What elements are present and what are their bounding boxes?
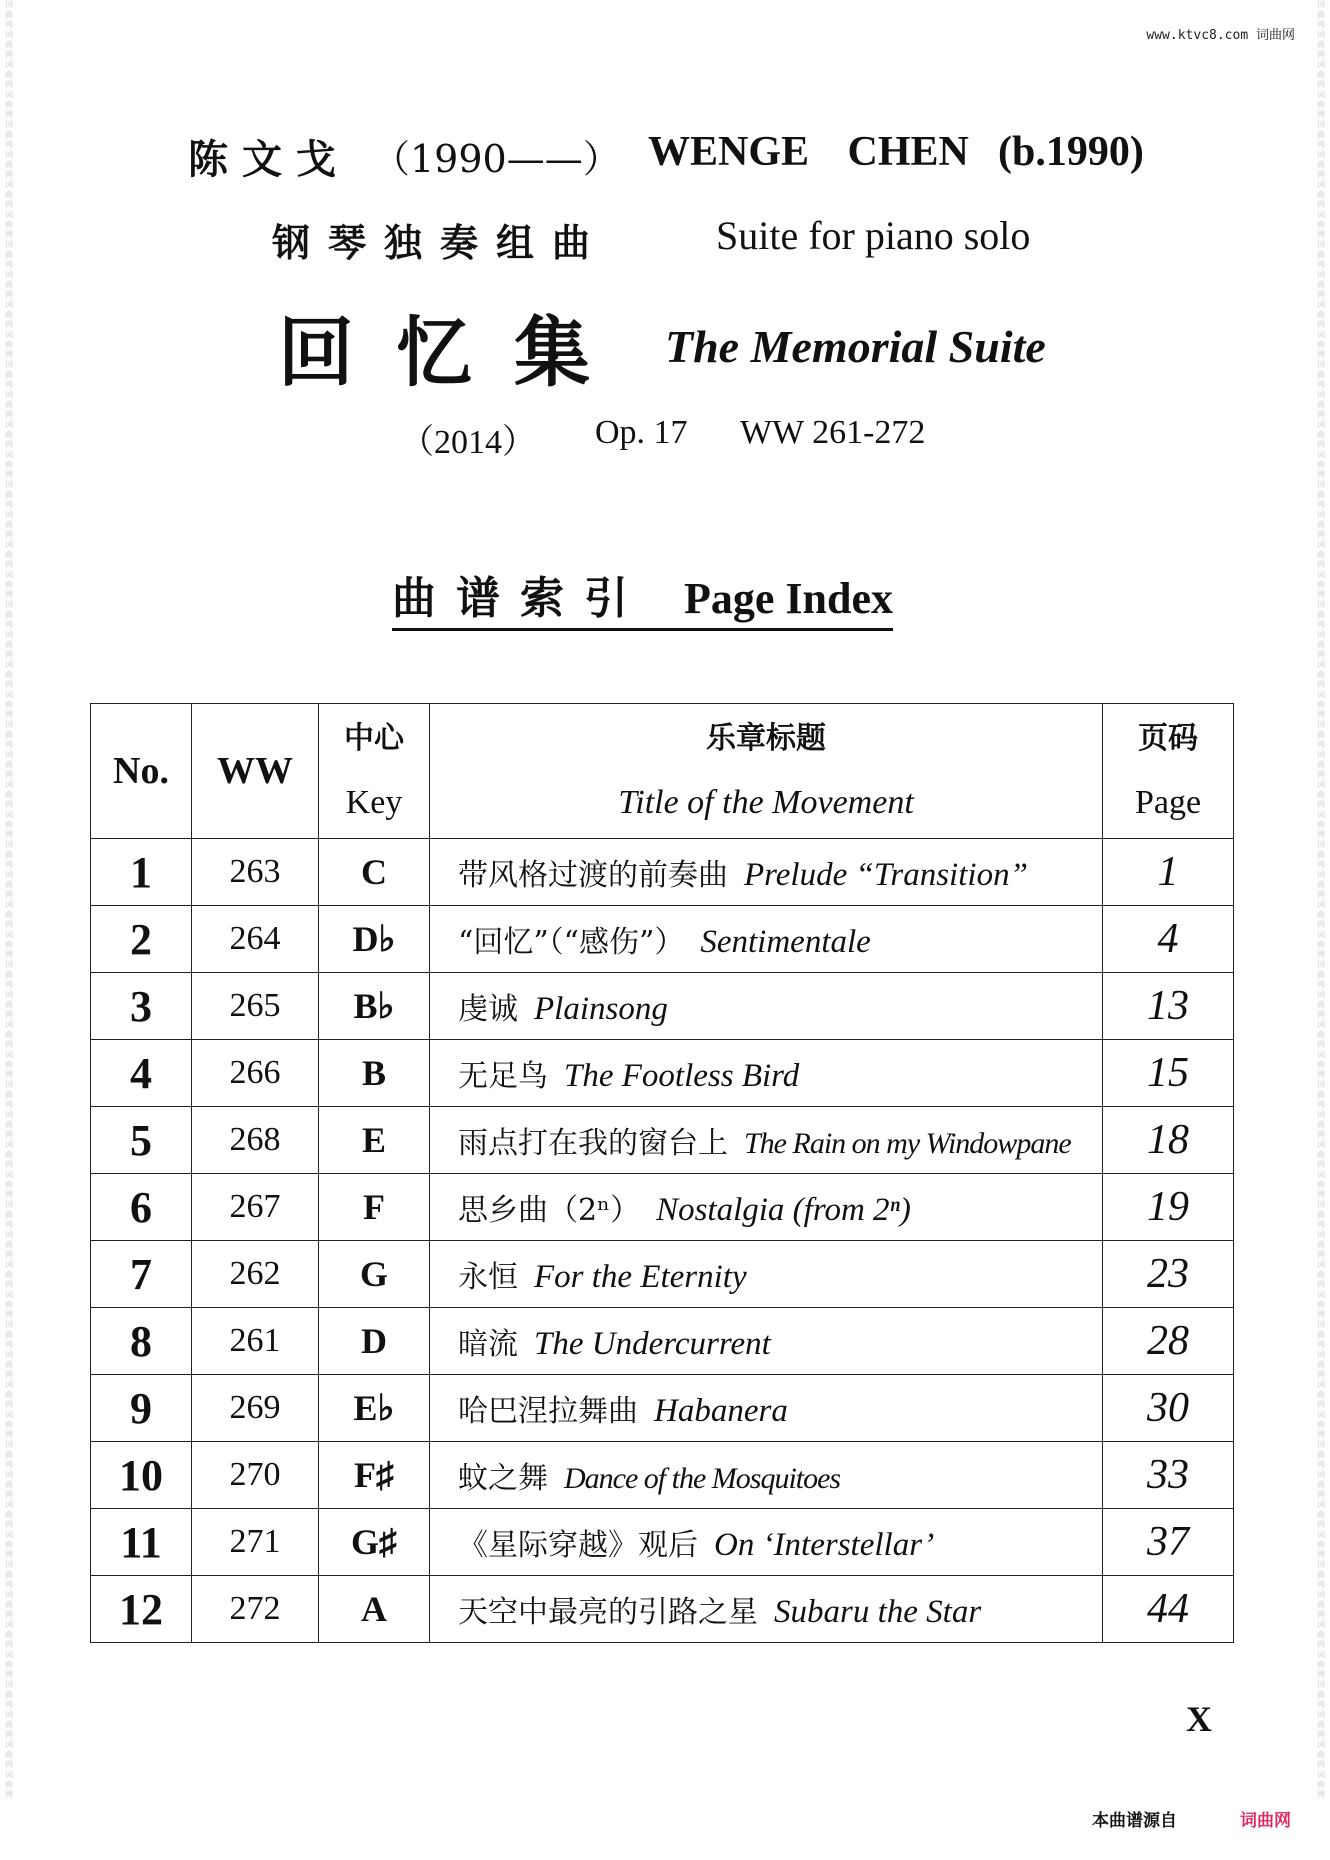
cell-title	[430, 839, 1103, 906]
cell-ww: 269	[192, 1375, 319, 1442]
table-row	[91, 1576, 1234, 1643]
table-header-row	[91, 704, 1234, 839]
cell-page: 18	[1103, 1107, 1234, 1174]
table-row	[91, 1442, 1234, 1509]
cell-page: 37	[1103, 1509, 1234, 1576]
movement-title-en: For the Eternity	[534, 1259, 747, 1295]
cell-ww: 271	[192, 1509, 319, 1576]
index-heading-en: Page Index	[684, 574, 893, 623]
table-row	[91, 1308, 1234, 1375]
movement-title-cn: 《星际穿越》观后	[458, 1528, 698, 1563]
header-page	[1103, 704, 1234, 839]
movement-title-cn: 雨点打在我的窗台上	[458, 1126, 728, 1161]
cell-no: 7	[91, 1241, 192, 1308]
cell-page: 44	[1103, 1576, 1234, 1643]
header-ww	[192, 704, 319, 839]
movement-title-cn: 蚊之舞	[458, 1461, 548, 1496]
movement-title-en: The Undercurrent	[534, 1326, 771, 1362]
cell-title	[430, 1040, 1103, 1107]
cell-title	[430, 1308, 1103, 1375]
table-row	[91, 973, 1234, 1040]
cell-page: 28	[1103, 1308, 1234, 1375]
cell-key: E	[319, 1107, 430, 1174]
movement-title-cn: 永恒	[458, 1260, 518, 1295]
cell-page: 15	[1103, 1040, 1234, 1107]
genre-en: Suite for piano solo	[716, 213, 1031, 258]
header-page-cn: 页码	[1138, 721, 1198, 756]
cell-ww: 263	[192, 839, 319, 906]
cell-key: A	[319, 1576, 430, 1643]
cell-page: 1	[1103, 839, 1234, 906]
cell-ww: 265	[192, 973, 319, 1040]
cell-key: E♭	[319, 1375, 430, 1442]
cell-ww: 264	[192, 906, 319, 973]
movement-title-en: Habanera	[654, 1393, 788, 1429]
composer-dates: （1990——）	[372, 137, 621, 181]
table-row	[91, 1241, 1234, 1308]
cell-key: G	[319, 1241, 430, 1308]
cell-ww: 262	[192, 1241, 319, 1308]
cell-ww: 270	[192, 1442, 319, 1509]
title-cn: 回忆集	[278, 308, 632, 397]
cell-title	[430, 1509, 1103, 1576]
cell-ww: 272	[192, 1576, 319, 1643]
cell-title	[430, 1241, 1103, 1308]
cell-page: 23	[1103, 1241, 1234, 1308]
cell-no: 11	[91, 1509, 192, 1576]
cell-no: 6	[91, 1174, 192, 1241]
cell-key: B	[319, 1040, 430, 1107]
table-row	[91, 1509, 1234, 1576]
cell-ww: 268	[192, 1107, 319, 1174]
cell-page: 30	[1103, 1375, 1234, 1442]
header-page-en: Page	[1134, 784, 1202, 821]
index-heading-cn: 曲谱索引	[392, 573, 648, 624]
composition-year: （2014）	[400, 424, 536, 461]
movement-title-en: The Footless Bird	[564, 1058, 800, 1094]
cell-no: 10	[91, 1442, 192, 1509]
movement-title-en: Nostalgia (from 2ⁿ)	[656, 1192, 911, 1228]
watermark-site-name: 词曲网	[1255, 28, 1295, 43]
table-row	[91, 1107, 1234, 1174]
cell-no: 4	[91, 1040, 192, 1107]
header-title-en: Title of the Movement	[618, 784, 914, 821]
movement-title-en: Plainsong	[534, 991, 668, 1027]
header-key	[319, 704, 430, 839]
side-watermark-right: 词曲网 词曲网 词曲网 词曲网 词曲网 词曲网 词曲网 词曲网 词曲网 词曲网 词曲网 词曲网 词曲网 词曲网 词曲网 词曲网 词曲网 词曲网 词曲网 词曲网 词曲网 词曲网 词曲网 词曲网 词曲网 词曲网 词曲网 词曲网 词曲网 词曲网 词曲网 词曲网 词曲网 词曲网 词曲网 词曲网 词曲网 词曲网 词曲网 词曲网 词曲网 词曲网 词曲网 词曲网 词曲网 词曲网 词曲网 词曲网 词曲网 词曲网 词曲网 词曲网 词曲网 词曲网 词曲网 词曲网 词曲网 词曲网 词曲网 词曲网	[1317, 0, 1325, 1799]
cell-no: 5	[91, 1107, 192, 1174]
footer-source-label: 本曲谱源自	[1092, 1811, 1177, 1831]
composer-dates-en: (b.1990)	[998, 129, 1144, 175]
opus-number: Op. 17	[595, 414, 688, 451]
cell-no: 3	[91, 973, 192, 1040]
movement-title-cn: 暗流	[458, 1327, 518, 1362]
movement-title-cn: 思乡曲（2ⁿ）	[458, 1193, 641, 1228]
title-en: The Memorial Suite	[665, 321, 1046, 372]
header-ww-label: WW	[217, 750, 293, 792]
cell-title	[430, 1442, 1103, 1509]
header-key-en: Key	[345, 784, 403, 821]
cell-no: 1	[91, 839, 192, 906]
cell-ww: 266	[192, 1040, 319, 1107]
cell-title	[430, 1576, 1103, 1643]
cell-no: 9	[91, 1375, 192, 1442]
side-watermark-left: 词曲网 词曲网 词曲网 词曲网 词曲网 词曲网 词曲网 词曲网 词曲网 词曲网 词曲网 词曲网 词曲网 词曲网 词曲网 词曲网 词曲网 词曲网 词曲网 词曲网 词曲网 词曲网 词曲网 词曲网 词曲网 词曲网 词曲网 词曲网 词曲网 词曲网 词曲网 词曲网 词曲网 词曲网 词曲网 词曲网 词曲网 词曲网 词曲网 词曲网 词曲网 词曲网 词曲网 词曲网 词曲网 词曲网 词曲网 词曲网 词曲网 词曲网 词曲网 词曲网 词曲网 词曲网 词曲网 词曲网 词曲网 词曲网 词曲网 词曲网	[5, 0, 13, 1799]
cell-no: 2	[91, 906, 192, 973]
genre-cn: 钢琴独奏组曲	[272, 220, 609, 265]
cell-key: C	[319, 839, 430, 906]
movement-title-en: Prelude “Transition”	[744, 857, 1028, 893]
cell-ww: 261	[192, 1308, 319, 1375]
cell-title	[430, 906, 1103, 973]
page-marker: X	[1186, 1699, 1212, 1739]
header-title	[430, 704, 1103, 839]
movement-title-cn: “回忆”（“感伤”）	[458, 925, 685, 960]
cell-key: D	[319, 1308, 430, 1375]
cell-key: G♯	[319, 1509, 430, 1576]
header-title-cn: 乐章标题	[706, 721, 826, 756]
cell-title	[430, 973, 1103, 1040]
cell-page: 33	[1103, 1442, 1234, 1509]
composer-name-cn: 陈文戈	[188, 136, 350, 183]
movement-title-en: On ‘Interstellar’	[714, 1527, 935, 1563]
movement-title-en: Dance of the Mosquitoes	[564, 1462, 841, 1495]
watermark-url[interactable]	[1146, 24, 1295, 43]
watermark-url-text: www.ktvc8.com	[1146, 28, 1249, 43]
index-heading-text	[392, 562, 893, 631]
cell-no: 12	[91, 1576, 192, 1643]
movement-title-en: Sentimentale	[700, 924, 871, 960]
movement-title-cn: 带风格过渡的前奏曲	[458, 858, 728, 893]
table-row	[91, 839, 1234, 906]
composer-name-en: WENGE CHEN	[648, 129, 969, 175]
footer-source-link[interactable]: 词曲网	[1240, 1811, 1291, 1831]
cell-key: F	[319, 1174, 430, 1241]
movement-title-cn: 无足鸟	[458, 1059, 548, 1094]
page-index-table	[90, 703, 1234, 1643]
cell-key: D♭	[319, 906, 430, 973]
header-key-cn: 中心	[344, 721, 404, 756]
ww-range: WW 261-272	[740, 414, 926, 451]
movement-title-cn: 天空中最亮的引路之星	[458, 1595, 758, 1630]
cell-title	[430, 1375, 1103, 1442]
cell-ww: 267	[192, 1174, 319, 1241]
cell-page: 4	[1103, 906, 1234, 973]
movement-title-en: The Rain on my Windowpane	[744, 1127, 1071, 1160]
cell-no: 8	[91, 1308, 192, 1375]
table-row	[91, 906, 1234, 973]
table-row	[91, 1375, 1234, 1442]
cell-key: B♭	[319, 973, 430, 1040]
cell-page: 19	[1103, 1174, 1234, 1241]
table-row	[91, 1040, 1234, 1107]
header-no	[91, 704, 192, 839]
table-row	[91, 1174, 1234, 1241]
cell-title	[430, 1174, 1103, 1241]
movement-title-en: Subaru the Star	[774, 1594, 982, 1630]
movement-title-cn: 哈巴涅拉舞曲	[458, 1394, 638, 1429]
cell-key: F♯	[319, 1442, 430, 1509]
cell-title	[430, 1107, 1103, 1174]
header-no-label: No.	[113, 750, 169, 792]
cell-page: 13	[1103, 973, 1234, 1040]
movement-title-cn: 虔诚	[458, 992, 518, 1027]
